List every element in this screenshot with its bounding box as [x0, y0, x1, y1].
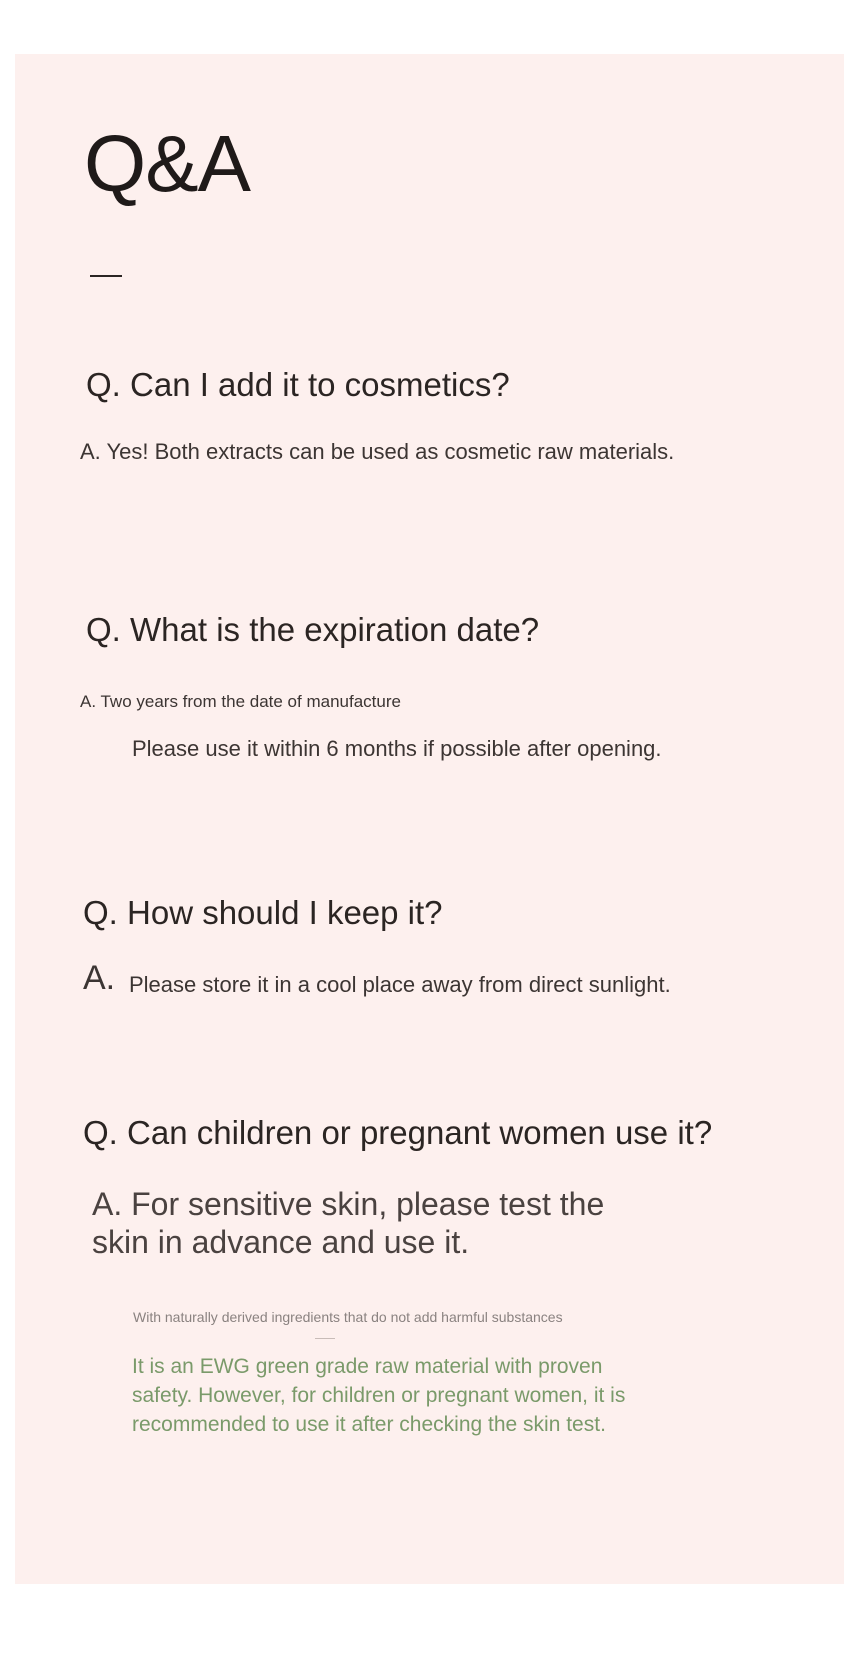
faq-4-note: With naturally derived ingredients that do not add harmful substances [133, 1309, 563, 1325]
faq-2-question: Q. What is the expiration date? [86, 611, 540, 648]
faq-3-answer-prefix: A. [83, 959, 116, 997]
title-divider [90, 275, 122, 277]
faq-2-answer-line1: A. Two years from the date of manufacture [80, 692, 401, 711]
faq-3-question: Q. How should I keep it? [83, 894, 443, 931]
note-divider [315, 1338, 335, 1339]
faq-4-answer: A. For sensitive skin, please test the skin in advance and use it. [92, 1186, 605, 1260]
page-title: Q&A [84, 119, 250, 208]
faq-4-question: Q. Can children or pregnant women use it? [83, 1114, 713, 1151]
faq-4-detail: It is an EWG green grade raw material with proven safety. However, for children or pregnant women, it is recommended to use it after checking the skin test. [132, 1355, 626, 1436]
faq-2-answer-line2: Please use it within 6 months if possible after opening. [132, 736, 662, 761]
faq-1-question: Q. Can I add it to cosmetics? [86, 366, 510, 403]
faq-1-answer: A. Yes! Both extracts can be used as cosmetic raw materials. [80, 439, 675, 464]
faq-3-answer: Please store it in a cool place away from direct sunlight. [129, 972, 671, 997]
